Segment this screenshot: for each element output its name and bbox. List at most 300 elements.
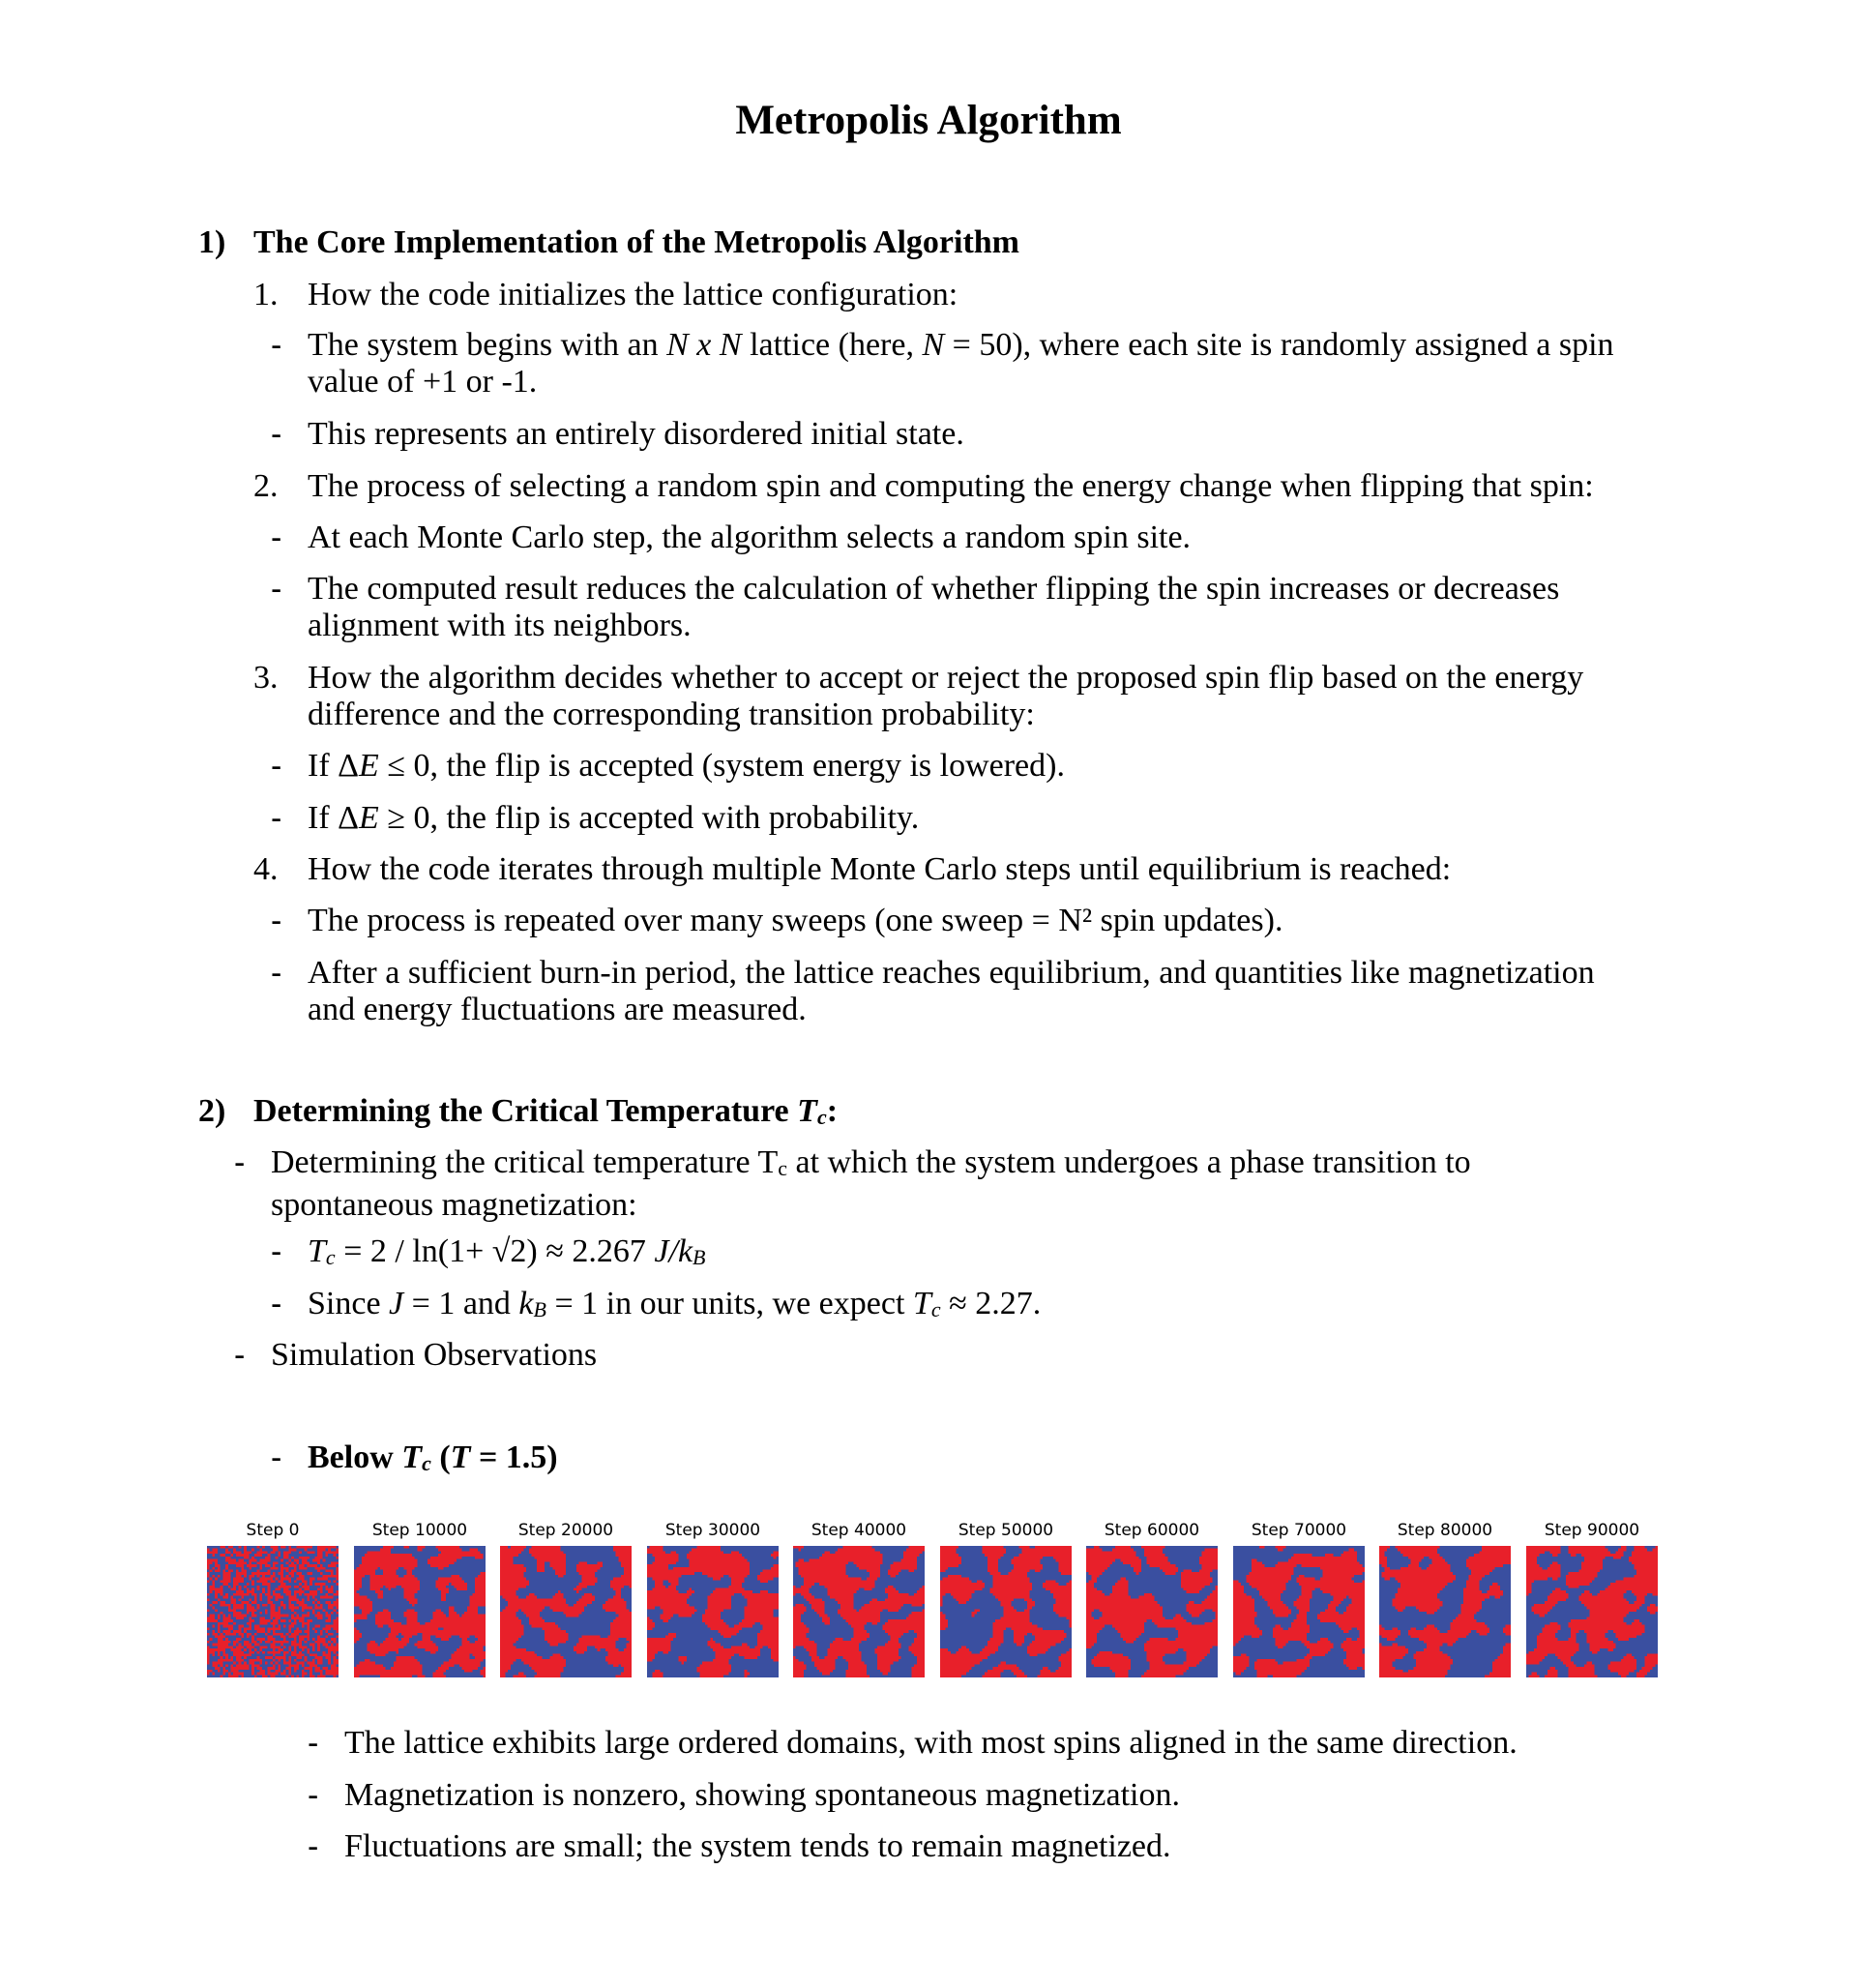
spin-up-run xyxy=(771,1656,779,1659)
spin-up-run xyxy=(247,1622,251,1625)
spin-up-run xyxy=(435,1670,446,1673)
spin-up-run xyxy=(734,1625,752,1628)
spin-up-run xyxy=(885,1622,925,1625)
spin-up-run xyxy=(244,1546,247,1549)
spin-up-run xyxy=(268,1569,271,1572)
spin-up-run xyxy=(244,1586,247,1588)
spin-up-run xyxy=(254,1644,259,1647)
spin-up-run xyxy=(983,1675,1001,1677)
spin-up-run xyxy=(1131,1564,1141,1567)
spin-up-run xyxy=(225,1559,236,1562)
spin-up-run xyxy=(212,1673,215,1676)
spin-up-run xyxy=(375,1654,386,1657)
spin-up-run xyxy=(1549,1551,1560,1554)
spin-up-run xyxy=(406,1598,417,1601)
spin-up-run xyxy=(827,1651,861,1654)
spin-up-run xyxy=(545,1630,566,1633)
spin-up-run xyxy=(838,1612,880,1615)
spin-up-run xyxy=(917,1633,925,1636)
spin-up-run xyxy=(647,1646,670,1648)
spin-up-run xyxy=(1569,1586,1579,1588)
spin-up-run xyxy=(441,1590,449,1593)
spin-up-run xyxy=(1569,1549,1608,1552)
lattice-step-label: Step 70000 xyxy=(1251,1521,1347,1540)
spin-up-run xyxy=(708,1644,722,1647)
spin-up-run xyxy=(228,1673,231,1676)
spin-up-run xyxy=(1343,1641,1365,1644)
spin-up-run xyxy=(579,1641,616,1644)
spin-up-run xyxy=(397,1659,418,1662)
spin-up-run xyxy=(481,1572,486,1575)
spin-up-run xyxy=(1584,1557,1606,1559)
spin-up-run xyxy=(911,1604,922,1607)
spin-up-run xyxy=(1233,1596,1252,1599)
spin-up-run xyxy=(1189,1612,1202,1615)
spin-up-run xyxy=(262,1651,265,1654)
spin-up-run xyxy=(1379,1670,1402,1673)
spin-up-run xyxy=(503,1609,518,1612)
spin-up-run xyxy=(914,1638,925,1641)
spin-up-run xyxy=(294,1612,297,1615)
spin-up-run xyxy=(1120,1578,1125,1581)
spin-up-run xyxy=(888,1633,903,1636)
spin-up-run xyxy=(537,1561,545,1564)
spin-up-run xyxy=(1343,1630,1348,1633)
spin-up-run xyxy=(880,1670,891,1673)
spin-up-run xyxy=(1382,1635,1398,1638)
spin-up-run xyxy=(574,1588,581,1591)
spin-up-run xyxy=(430,1564,449,1567)
spin-up-run xyxy=(1186,1654,1207,1657)
spin-up-run xyxy=(728,1586,742,1588)
spin-up-run xyxy=(745,1673,750,1676)
spin-up-run xyxy=(595,1646,616,1648)
spin-up-run xyxy=(1003,1615,1029,1617)
spin-up-run xyxy=(462,1667,478,1670)
spin-up-run xyxy=(239,1586,242,1588)
spin-up-run xyxy=(702,1617,721,1619)
spin-up-run xyxy=(221,1604,231,1607)
spin-up-run xyxy=(1178,1635,1218,1638)
spin-up-run xyxy=(605,1609,629,1612)
spin-up-run xyxy=(1431,1559,1445,1562)
spin-up-run xyxy=(257,1586,260,1588)
spin-up-run xyxy=(1379,1664,1393,1667)
spin-up-run xyxy=(328,1604,339,1607)
spin-up-run xyxy=(940,1593,945,1596)
spin-up-run xyxy=(288,1659,291,1662)
spin-up-run xyxy=(731,1551,739,1554)
spin-up-run xyxy=(990,1588,1033,1591)
spin-up-run xyxy=(218,1638,222,1641)
spin-up-run xyxy=(728,1575,747,1578)
spin-up-run xyxy=(291,1615,294,1617)
spin-up-run xyxy=(940,1549,956,1552)
spin-up-run xyxy=(1118,1580,1129,1583)
spin-up-run xyxy=(375,1622,401,1625)
spin-up-run xyxy=(987,1564,998,1567)
spin-up-run xyxy=(529,1664,566,1667)
spin-up-run xyxy=(270,1612,280,1615)
spin-up-run xyxy=(1526,1575,1560,1578)
spin-up-run xyxy=(1615,1633,1641,1636)
spin-up-run xyxy=(1273,1633,1307,1636)
spin-up-run xyxy=(244,1549,247,1552)
spin-up-run xyxy=(1387,1638,1395,1641)
spin-up-run xyxy=(1086,1564,1109,1567)
spin-up-run xyxy=(697,1670,731,1673)
spin-up-run xyxy=(354,1630,359,1633)
spin-up-run xyxy=(958,1601,966,1604)
spin-up-run xyxy=(827,1648,859,1651)
spin-up-run xyxy=(221,1586,223,1588)
lattice-snapshot xyxy=(1086,1546,1218,1677)
spin-up-run xyxy=(598,1561,603,1564)
spin-up-run xyxy=(1302,1564,1363,1567)
lattice-step-label: Step 0 xyxy=(246,1521,300,1540)
spin-up-run xyxy=(391,1667,423,1670)
spin-up-run xyxy=(475,1641,486,1644)
spin-up-run xyxy=(1215,1617,1218,1619)
spin-up-run xyxy=(257,1588,260,1591)
spin-up-run xyxy=(1526,1586,1531,1588)
spin-up-run xyxy=(1549,1564,1560,1567)
spin-up-run xyxy=(386,1586,397,1588)
spin-up-run xyxy=(218,1627,221,1630)
spin-up-run xyxy=(222,1583,227,1586)
spin-up-run xyxy=(793,1612,804,1615)
spin-up-run xyxy=(1001,1604,1012,1607)
spin-up-run xyxy=(236,1617,244,1619)
spin-up-run xyxy=(259,1593,262,1596)
spin-up-run xyxy=(441,1638,449,1641)
spin-up-run xyxy=(888,1596,925,1599)
spin-up-run xyxy=(317,1578,328,1581)
spin-up-run xyxy=(425,1648,438,1651)
spin-up-run xyxy=(576,1586,587,1588)
spin-up-run xyxy=(708,1575,723,1578)
spin-up-run xyxy=(1606,1588,1658,1591)
spin-up-run xyxy=(317,1638,325,1641)
spin-up-run xyxy=(716,1588,745,1591)
spin-up-run xyxy=(1636,1673,1647,1676)
spin-up-run xyxy=(1448,1630,1471,1633)
spin-up-run xyxy=(283,1654,286,1657)
spin-up-run xyxy=(310,1590,317,1593)
spin-up-run xyxy=(325,1601,330,1604)
spin-up-run xyxy=(621,1564,632,1567)
spin-up-run xyxy=(550,1644,558,1647)
spin-up-run xyxy=(452,1583,467,1586)
spin-up-run xyxy=(412,1604,415,1607)
spin-up-run xyxy=(647,1593,692,1596)
spin-up-run xyxy=(359,1662,374,1665)
spin-up-run xyxy=(1233,1670,1244,1673)
spin-up-run xyxy=(1581,1567,1603,1570)
spin-up-run xyxy=(610,1586,624,1588)
spin-up-run xyxy=(1091,1578,1096,1581)
spin-up-run xyxy=(1636,1572,1658,1575)
spin-up-run xyxy=(647,1638,673,1641)
spin-up-run xyxy=(307,1619,311,1622)
spin-up-run xyxy=(1569,1625,1645,1628)
spin-up-run xyxy=(885,1598,925,1601)
spin-up-run xyxy=(1027,1601,1035,1604)
spin-up-run xyxy=(1320,1578,1352,1581)
spin-up-run xyxy=(576,1567,600,1570)
spin-up-run xyxy=(1144,1593,1152,1596)
spin-up-run xyxy=(336,1572,339,1575)
spin-up-run xyxy=(302,1580,307,1583)
spin-up-run xyxy=(250,1561,252,1564)
spin-up-run xyxy=(244,1551,251,1554)
spin-up-run xyxy=(302,1559,307,1562)
spin-up-run xyxy=(576,1564,603,1567)
spin-up-run xyxy=(336,1567,339,1570)
spin-up-run xyxy=(310,1673,312,1676)
spin-up-run xyxy=(354,1578,362,1581)
spin-up-run xyxy=(233,1578,244,1581)
spin-up-run xyxy=(294,1580,297,1583)
spin-up-run xyxy=(423,1635,430,1638)
spin-up-run xyxy=(940,1586,985,1588)
spin-up-run xyxy=(336,1549,339,1552)
spin-up-run xyxy=(616,1554,632,1557)
spin-up-run xyxy=(1252,1586,1285,1588)
spin-up-run xyxy=(357,1664,383,1667)
spin-up-run xyxy=(276,1670,280,1673)
spin-up-run xyxy=(576,1569,598,1572)
spin-up-run xyxy=(286,1675,289,1677)
spin-up-run xyxy=(268,1586,271,1588)
spin-up-run xyxy=(914,1641,925,1644)
spin-up-run xyxy=(1379,1656,1402,1659)
spin-up-run xyxy=(441,1596,446,1599)
spin-up-run xyxy=(1419,1609,1437,1612)
spin-up-run xyxy=(438,1667,449,1670)
lattice-step-label: Step 20000 xyxy=(517,1521,614,1540)
bullet-text: Since J = 1 and $k_B = 1$ in our units, we expect $T_c \approx 2.27$. xyxy=(308,1286,1042,1321)
spin-up-run xyxy=(1086,1588,1097,1591)
spin-up-run xyxy=(291,1557,294,1559)
spin-up-run xyxy=(1014,1641,1024,1644)
spin-up-run xyxy=(1466,1561,1511,1564)
spin-up-run xyxy=(742,1593,779,1596)
spin-up-run xyxy=(1014,1638,1024,1641)
bullet-text: After a sufficient burn-in period, the lattice reaches equilibrium, and quantities like magnetization and energy fluctuations are measured. xyxy=(308,955,1595,1027)
spin-up-run xyxy=(882,1673,887,1676)
spin-up-run xyxy=(233,1607,244,1610)
spin-up-run xyxy=(317,1646,320,1648)
spin-up-run xyxy=(809,1559,882,1562)
lattice-step-label: Step 80000 xyxy=(1397,1521,1493,1540)
spin-up-run xyxy=(951,1593,972,1596)
spin-up-run xyxy=(739,1654,760,1657)
spin-up-run xyxy=(760,1590,768,1593)
spin-up-run xyxy=(1549,1667,1554,1670)
spin-up-run xyxy=(286,1561,289,1564)
spin-up-run xyxy=(1202,1601,1218,1604)
spin-up-run xyxy=(1450,1622,1484,1625)
spin-up-run xyxy=(793,1590,809,1593)
spin-up-run xyxy=(893,1561,916,1564)
spin-up-run xyxy=(977,1580,982,1583)
spin-up-run xyxy=(1349,1596,1365,1599)
spin-up-run xyxy=(1021,1549,1072,1552)
spin-up-run xyxy=(796,1604,804,1607)
spin-up-run xyxy=(1233,1633,1262,1636)
spin-up-run xyxy=(254,1598,257,1601)
spin-up-run xyxy=(668,1633,676,1636)
spin-up-run xyxy=(793,1673,804,1676)
spin-up-run xyxy=(1213,1609,1218,1612)
spin-up-run xyxy=(552,1609,584,1612)
spin-up-run xyxy=(307,1625,310,1628)
spin-up-run xyxy=(862,1607,901,1610)
spin-up-run xyxy=(239,1546,242,1549)
spin-up-run xyxy=(1011,1561,1040,1564)
item-text: How the algorithm decides whether to accept or reject the proposed spin flip based on the energy difference and the corresponding transition probability: xyxy=(308,660,1584,732)
lattice-snapshot xyxy=(1233,1546,1365,1677)
spin-up-run xyxy=(244,1630,247,1633)
spin-up-run xyxy=(257,1604,260,1607)
spin-up-run xyxy=(273,1664,276,1667)
spin-up-run xyxy=(940,1612,943,1615)
spin-up-run xyxy=(1589,1648,1600,1651)
spin-up-run xyxy=(251,1635,254,1638)
spin-up-run xyxy=(891,1635,901,1638)
spin-up-run xyxy=(1379,1549,1387,1552)
spin-up-run xyxy=(1204,1598,1218,1601)
spin-up-run xyxy=(1540,1615,1545,1617)
spin-up-run xyxy=(334,1627,339,1630)
spin-up-run xyxy=(1341,1627,1352,1630)
spin-up-run xyxy=(1233,1667,1247,1670)
spin-up-run xyxy=(354,1635,362,1638)
spin-up-run xyxy=(1252,1559,1256,1562)
spin-up-run xyxy=(241,1675,244,1677)
spin-up-run xyxy=(1629,1559,1658,1562)
spin-up-run xyxy=(581,1578,597,1581)
spin-up-run xyxy=(233,1583,238,1586)
spin-up-run xyxy=(1548,1673,1558,1676)
spin-up-run xyxy=(1537,1641,1577,1644)
spin-up-run xyxy=(294,1670,297,1673)
spin-up-run xyxy=(545,1638,568,1641)
spin-up-run xyxy=(613,1546,632,1549)
spin-up-run xyxy=(1566,1578,1595,1581)
spin-up-run xyxy=(320,1590,323,1593)
spin-up-run xyxy=(250,1659,263,1662)
spin-up-run xyxy=(940,1601,943,1604)
spin-up-run xyxy=(647,1648,670,1651)
spin-up-run xyxy=(1086,1557,1138,1559)
spin-up-run xyxy=(1296,1578,1314,1581)
spin-up-run xyxy=(1265,1598,1281,1601)
spin-up-run xyxy=(798,1549,801,1552)
spin-up-run xyxy=(433,1612,444,1615)
spin-up-run xyxy=(616,1675,632,1677)
spin-up-run xyxy=(257,1546,260,1549)
spin-up-run xyxy=(1043,1667,1047,1670)
spin-up-run xyxy=(257,1638,265,1641)
spin-up-run xyxy=(1233,1604,1254,1607)
spin-up-run xyxy=(441,1593,446,1596)
spin-up-run xyxy=(1259,1546,1264,1549)
spin-up-run xyxy=(280,1583,285,1586)
spin-up-run xyxy=(273,1549,278,1552)
spin-up-run xyxy=(940,1583,985,1586)
spin-up-run xyxy=(317,1588,322,1591)
spin-up-run xyxy=(1569,1670,1595,1673)
spin-up-run xyxy=(708,1625,729,1628)
spin-up-run xyxy=(713,1648,760,1651)
spin-up-run xyxy=(334,1593,339,1596)
spin-up-run xyxy=(218,1622,228,1625)
spin-up-run xyxy=(1607,1664,1636,1667)
spin-up-run xyxy=(705,1622,726,1625)
spin-up-run xyxy=(270,1675,275,1677)
spin-up-run xyxy=(699,1675,722,1677)
spin-up-run xyxy=(940,1546,958,1549)
spin-up-run xyxy=(1032,1633,1066,1636)
spin-up-run xyxy=(328,1659,331,1662)
spin-up-run xyxy=(383,1572,397,1575)
spin-up-run xyxy=(891,1575,896,1578)
spin-up-run xyxy=(1552,1590,1566,1593)
spin-up-run xyxy=(478,1575,486,1578)
spin-up-run xyxy=(475,1586,486,1588)
spin-up-run xyxy=(1276,1625,1281,1628)
spin-up-run xyxy=(210,1615,215,1617)
spin-up-run xyxy=(270,1622,278,1625)
spin-up-run xyxy=(254,1633,257,1636)
spin-up-run xyxy=(1477,1630,1490,1633)
spin-up-run xyxy=(1053,1609,1072,1612)
spin-up-run xyxy=(713,1659,728,1662)
spin-up-run xyxy=(1398,1549,1437,1552)
spin-up-run xyxy=(383,1546,394,1549)
spin-up-run xyxy=(500,1551,521,1554)
spin-up-run xyxy=(221,1593,223,1596)
spin-up-run xyxy=(1021,1551,1072,1554)
spin-up-run xyxy=(278,1580,282,1583)
spin-up-run xyxy=(433,1615,447,1617)
spin-up-run xyxy=(687,1557,745,1559)
spin-up-run xyxy=(503,1596,518,1599)
spin-up-run xyxy=(1058,1656,1072,1659)
spin-up-run xyxy=(1102,1615,1163,1617)
spin-up-run xyxy=(233,1612,241,1615)
spin-up-run xyxy=(1466,1580,1480,1583)
spin-up-run xyxy=(1091,1659,1131,1662)
spin-up-run xyxy=(1621,1675,1626,1677)
spin-up-run xyxy=(328,1648,339,1651)
spin-up-run xyxy=(1322,1572,1362,1575)
lattice-snapshot xyxy=(354,1546,486,1677)
spin-up-run xyxy=(207,1670,212,1673)
spin-up-run xyxy=(760,1622,779,1625)
spin-up-run xyxy=(433,1675,447,1677)
spin-up-run xyxy=(1587,1607,1639,1610)
spin-up-run xyxy=(1379,1546,1390,1549)
spin-up-run xyxy=(296,1578,304,1581)
spin-up-run xyxy=(296,1561,299,1564)
spin-up-run xyxy=(288,1619,291,1622)
spin-up-run xyxy=(1569,1675,1598,1677)
spin-up-run xyxy=(793,1638,809,1641)
spin-up-run xyxy=(1233,1586,1244,1588)
